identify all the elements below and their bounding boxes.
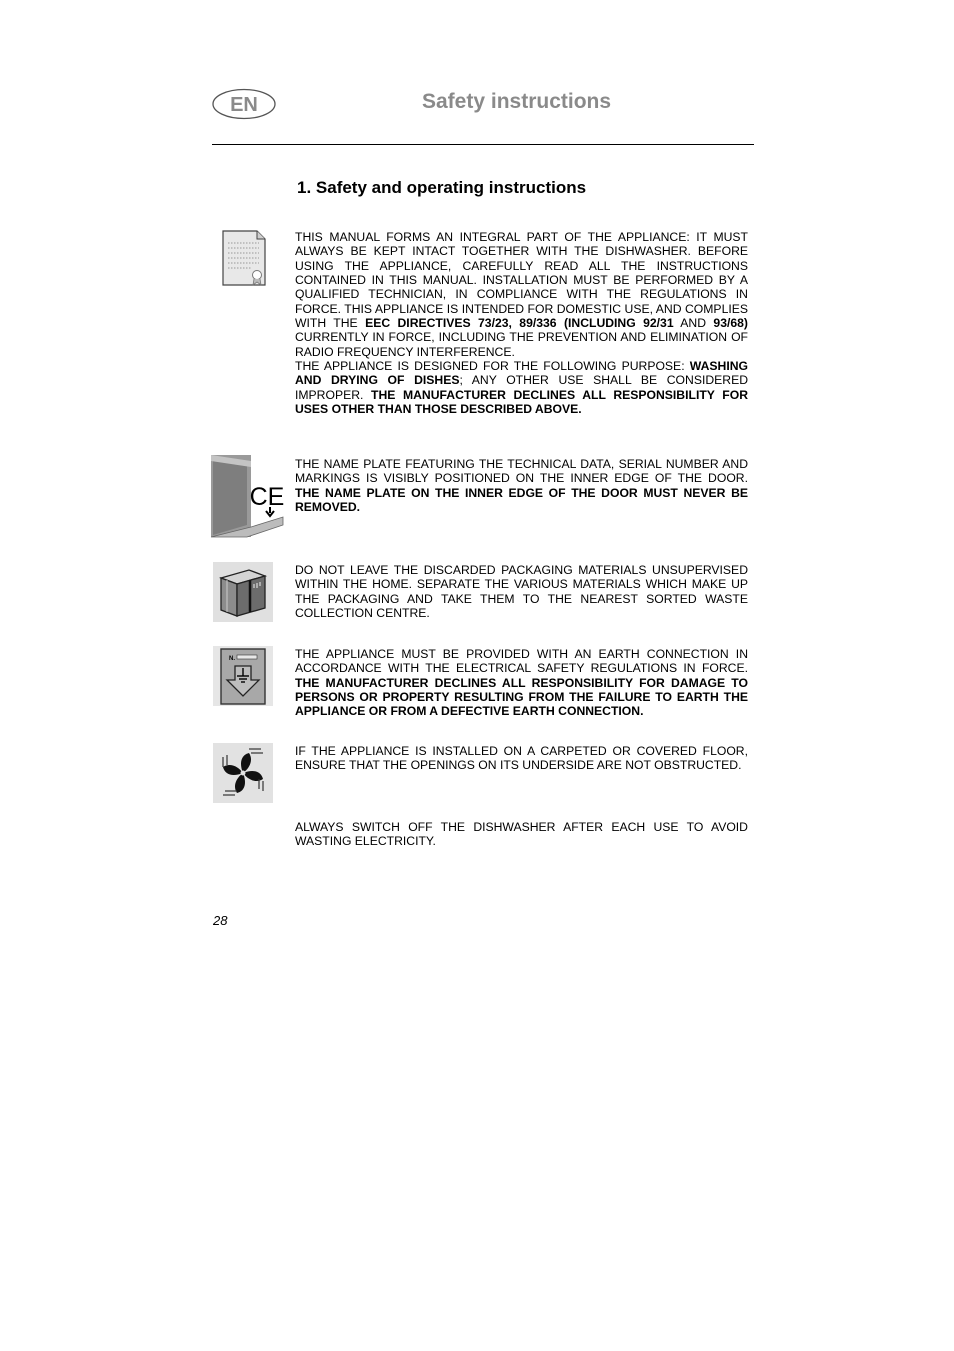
bold-text-run: THE NAME PLATE ON THE INNER EDGE OF THE DOOR MUST NEVER BE REMOVED. xyxy=(295,485,748,515)
bold-text-run: THE MANUFACTURER DECLINES ALL RESPONSIBILITY FOR USES OTHER THAN THOSE DESCRIBED ABOVE. xyxy=(295,387,749,417)
packaging-paragraph xyxy=(295,563,748,620)
name-plate-paragraph xyxy=(295,457,748,514)
text-run: THE APPLIANCE IS DESIGNED FOR THE FOLLOWING PURPOSE: xyxy=(295,359,690,374)
ce-mark: CE xyxy=(249,483,285,511)
manual-document-icon xyxy=(221,229,267,287)
energy-saving-paragraph xyxy=(295,820,748,849)
language-badge xyxy=(212,88,276,120)
text-run: THE NAME PLATE FEATURING THE TECHNICAL DATA, SERIAL NUMBER AND MARKINGS IS VISIBLY POSITIONED ON THE INNER EDGE OF THE DOOR. xyxy=(295,457,748,486)
ventilation-fan-icon xyxy=(213,743,273,803)
text-run: CURRENTLY IN FORCE, INCLUDING THE PREVENTION AND ELIMINATION OF RADIO FREQUENCY INTERFERENCE. xyxy=(295,330,748,359)
bold-text-run: THE MANUFACTURER DECLINES ALL RESPONSIBILITY FOR DAMAGE TO PERSONS OR PROPERTY RESULTING FROM THE FAILURE TO EARTH THE APPLIANCE OR FROM A DEFECTIVE EARTH CONNECTION. xyxy=(295,675,748,719)
language-badge-label: EN xyxy=(230,94,258,116)
earth-connection-icon xyxy=(213,646,273,706)
bold-text-run: 93/68) xyxy=(713,316,748,331)
text-run: AND xyxy=(673,316,714,331)
bold-text-run: EEC DIRECTIVES 73/23, 89/336 (INCLUDING 92/31 xyxy=(365,316,674,331)
text-run: ALWAYS SWITCH OFF THE DISHWASHER AFTER EACH USE TO AVOID WASTING ELECTRICITY. xyxy=(295,820,748,849)
text-run: DO NOT LEAVE THE DISCARDED PACKAGING MATERIALS UNSUPERVISED WITHIN THE HOME. SEPARATE THE VARIOUS MATERIALS WHICH MAKE UP THE PACKAGING AND TAKE THEM TO THE NEAREST SORTED WASTE COLLECTION CENTRE. xyxy=(295,563,748,621)
earth-plate-label: N. xyxy=(229,656,235,662)
packaging-box-icon xyxy=(213,562,273,622)
bold-text-run: WASHING AND DRYING OF DISHES xyxy=(295,359,748,388)
ventilation-paragraph xyxy=(295,744,748,773)
page-number: 28 xyxy=(213,913,228,928)
earth-connection-paragraph xyxy=(295,647,748,719)
section-title: 1. Safety and operating instructions xyxy=(297,178,587,197)
page-header-title: Safety instructions xyxy=(422,90,612,113)
text-run: THIS MANUAL FORMS AN INTEGRAL PART OF THE APPLIANCE: IT MUST ALWAYS BE KEPT INTACT TOGETHER WITH THE DISHWASHER. BEFORE USING THE APPLIANCE, CAREFULLY READ ALL THE INSTRUCTIONS CONTAINED IN THIS MANUAL. INSTALLATION MUST BE PERFORMED BY A QUALIFIED TECHNICIAN, IN COMPLIANCE WITH THE REGULATIONS IN FORCE. THIS APPLIANCE IS INTENDED FOR DOMESTIC USE, AND COMPLIES WITH THE xyxy=(295,230,748,331)
header-divider xyxy=(212,144,754,145)
name-plate-ce-icon xyxy=(211,455,285,539)
manual-notice-paragraph xyxy=(295,230,748,416)
text-run: ; ANY OTHER USE SHALL BE CONSIDERED IMPROPER. xyxy=(295,373,748,402)
text-run: THE APPLIANCE MUST BE PROVIDED WITH AN EARTH CONNECTION IN ACCORDANCE WITH THE ELECTRICAL SAFETY REGULATIONS IN FORCE. xyxy=(295,647,748,676)
text-run: IF THE APPLIANCE IS INSTALLED ON A CARPETED OR COVERED FLOOR, ENSURE THAT THE OPENINGS ON ITS UNDERSIDE ARE NOT OBSTRUCTED. xyxy=(295,744,748,773)
